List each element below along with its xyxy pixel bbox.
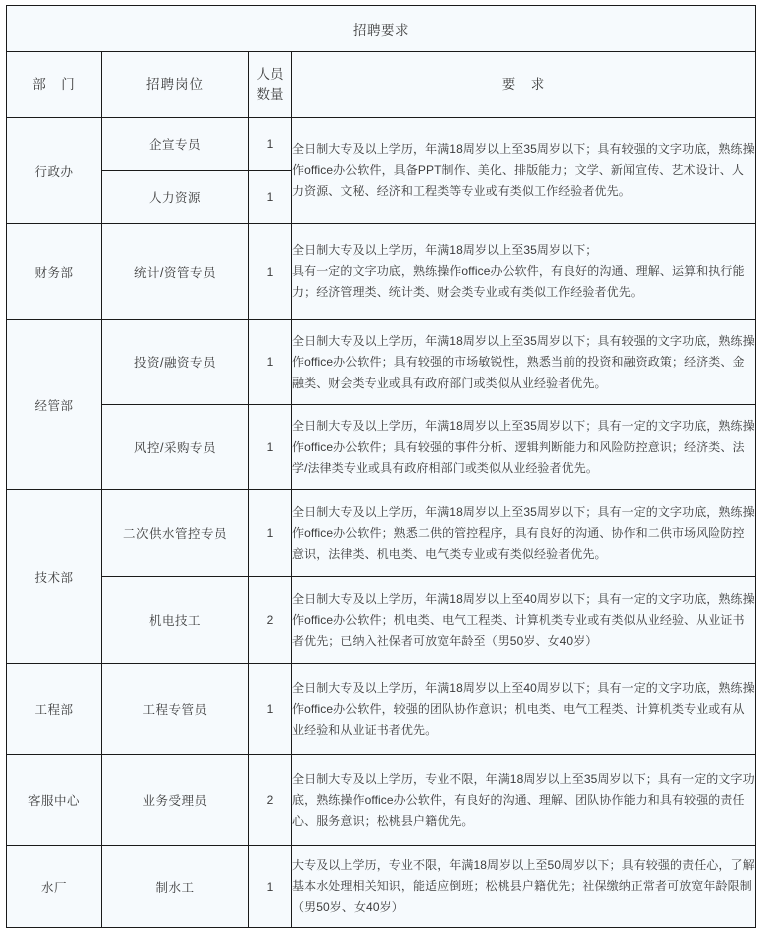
cell-position: 机电技工 (102, 577, 249, 664)
cell-requirement: 全日制大专及以上学历，年满18周岁以上至40周岁以下；具有一定的文字功底，熟练操作office办公软件；机电类、电气工程类、计算机类专业或有类似从业经验、从业证书者优先；已纳入社保者可放宽年龄至（男50岁、女40岁） (292, 577, 756, 664)
table-row (7, 755, 756, 846)
cell-department: 经管部 (7, 320, 102, 490)
cell-department: 行政办 (7, 118, 102, 224)
cell-headcount: 1 (249, 405, 292, 490)
cell-headcount: 1 (249, 118, 292, 171)
column-header-requirement: 要 求 (292, 52, 756, 118)
column-header-position: 招聘岗位 (102, 52, 249, 118)
cell-department: 水厂 (7, 846, 102, 928)
table-row (7, 577, 756, 664)
cell-requirement: 全日制大专及以上学历，年满18周岁以上至35周岁以下；具有较强的文字功底，熟练操作office办公软件；具有较强的市场敏锐性，熟悉当前的投资和融资政策；经济类、金融类、财会类专业或具有政府部门或类似从业经验者优先。 (292, 320, 756, 405)
cell-department: 客服中心 (7, 755, 102, 846)
page-title: 招聘要求 (7, 6, 756, 52)
cell-position: 投资/融资专员 (102, 320, 249, 405)
cell-headcount: 1 (249, 224, 292, 320)
table-title-row (7, 6, 756, 52)
cell-headcount: 1 (249, 490, 292, 577)
cell-requirement: 全日制大专及以上学历，年满18周岁以上至40周岁以下；具有一定的文字功底，熟练操作office办公软件，较强的团队协作意识；机电类、电气工程类、计算机类专业或有从业经验和从业证书者优先。 (292, 664, 756, 755)
cell-headcount: 1 (249, 846, 292, 928)
cell-requirement: 大专及以上学历，专业不限，年满18周岁以上至50周岁以下；具有较强的责任心，了解基本水处理相关知识，能适应倒班；松桃县户籍优先；社保缴纳正常者可放宽年龄限制（男50岁、女40岁） (292, 846, 756, 928)
cell-headcount: 2 (249, 577, 292, 664)
cell-department: 技术部 (7, 490, 102, 664)
table-row (7, 405, 756, 490)
cell-position: 企宣专员 (102, 118, 249, 171)
table-row (7, 490, 756, 577)
cell-requirement: 全日制大专及以上学历，年满18周岁以上至35周岁以下；具有较强的文字功底，熟练操作office办公软件，具备PPT制作、美化、排版能力；文学、新闻宣传、艺术设计、人力资源、文秘、经济和工程类等专业或有类似工作经验者优先。 (292, 118, 756, 224)
cell-position: 统计/资管专员 (102, 224, 249, 320)
table-row (7, 846, 756, 928)
cell-position: 制水工 (102, 846, 249, 928)
column-header-headcount: 人员数量 (249, 52, 292, 118)
cell-requirement: 全日制大专及以上学历，专业不限，年满18周岁以上至35周岁以下；具有一定的文字功底，熟练操作office办公软件，有良好的沟通、理解、团队协作能力和具有较强的责任心、服务意识；松桃县户籍优先。 (292, 755, 756, 846)
cell-position: 业务受理员 (102, 755, 249, 846)
cell-headcount: 2 (249, 755, 292, 846)
cell-headcount: 1 (249, 320, 292, 405)
cell-requirement: 全日制大专及以上学历，年满18周岁以上至35周岁以下；具有一定的文字功底，熟练操作office办公软件；熟悉二供的管控程序，具有良好的沟通、协作和二供市场风险防控意识，法律类、机电类、电气类专业或有类似经验者优先。 (292, 490, 756, 577)
cell-position: 风控/采购专员 (102, 405, 249, 490)
cell-requirement: 全日制大专及以上学历，年满18周岁以上至35周岁以下；具有一定的文字功底，熟练操作office办公软件；具有较强的事件分析、逻辑判断能力和风险防控意识；经济类、法学/法律类专业或具有政府相部门或类似从业经验者优先。 (292, 405, 756, 490)
cell-position: 二次供水管控专员 (102, 490, 249, 577)
table-row (7, 664, 756, 755)
table-row (7, 118, 756, 171)
table-row (7, 224, 756, 320)
cell-headcount: 1 (249, 171, 292, 224)
table-row (7, 320, 756, 405)
cell-department: 工程部 (7, 664, 102, 755)
cell-headcount: 1 (249, 664, 292, 755)
cell-department: 财务部 (7, 224, 102, 320)
cell-requirement: 全日制大专及以上学历，年满18周岁以上至35周岁以下； 具有一定的文字功底，熟练操作office办公软件，有良好的沟通、理解、运算和执行能力；经济管理类、统计类、财会类专业或有类似工作经验者优先。 (292, 224, 756, 320)
column-header-department: 部 门 (7, 52, 102, 118)
cell-position: 人力资源 (102, 171, 249, 224)
recruitment-requirements-table (6, 5, 756, 928)
cell-position: 工程专管员 (102, 664, 249, 755)
table-header-row (7, 52, 756, 118)
